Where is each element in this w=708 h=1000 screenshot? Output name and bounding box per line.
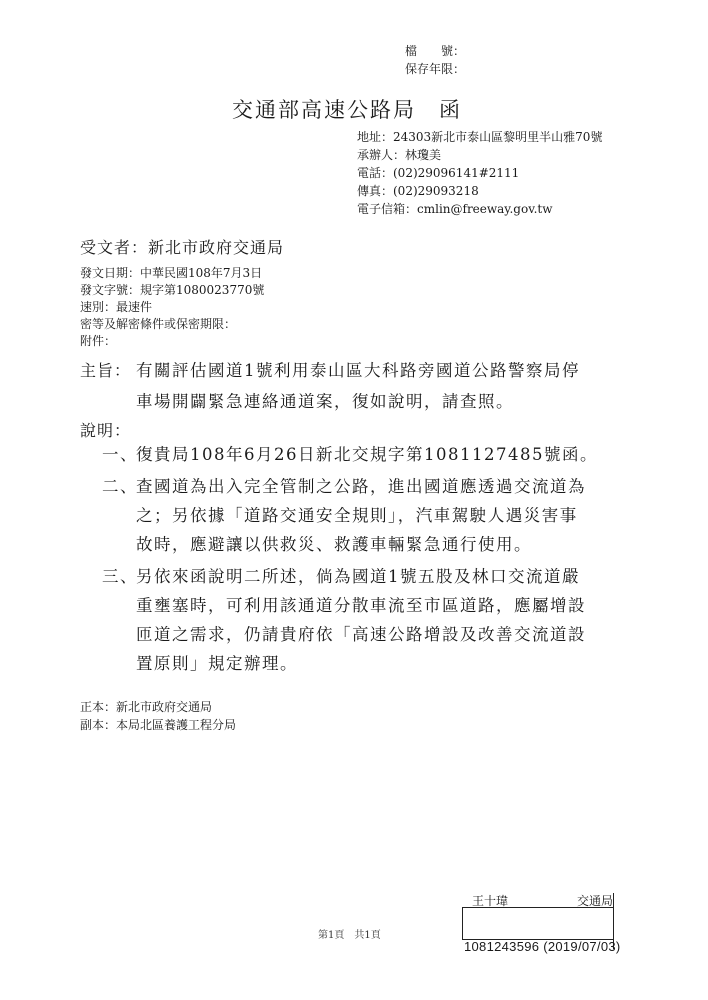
stamp-divider-left: [462, 907, 463, 939]
stamp-unit: 交通局: [577, 894, 614, 908]
contact-phone: 電話：(02)29096141#2111: [357, 166, 520, 180]
retention-period-label: 保存年限：: [405, 62, 466, 76]
secrecy-level: 密等及解密條件或保密期限：: [80, 317, 237, 331]
item-number: 三、: [102, 567, 138, 586]
item-line: 匝道之需求，仍請貴府依「高速公路增設及改善交流道設: [136, 625, 586, 644]
subject-line: 有關評估國道1號利用泰山區大科路旁國道公路警察局停: [136, 361, 580, 380]
delivery-speed: 速別：最速件: [80, 300, 153, 314]
original-recipient: 正本：新北市政府交通局: [80, 700, 213, 714]
item-line: 重壅塞時，可利用該通道分散車流至市區道路，應屬增設: [136, 596, 586, 615]
subject-line: 車場開闢緊急連絡通道案，復如說明，請查照。: [136, 392, 514, 411]
recipient: 受文者：新北市政府交通局: [80, 238, 285, 257]
page-number: 第1頁 共1頁: [318, 930, 381, 941]
stamp-document-number: 1081243596 (2019/07/03): [464, 939, 621, 954]
document-stamp: [462, 893, 621, 954]
item-line: 查國道為出入完全管制之公路，進出國道應透過交流道為: [136, 477, 586, 496]
contact-fax: 傳真：(02)29093218: [357, 184, 479, 198]
stamp-signer-name: 王十瑋: [472, 894, 509, 908]
item-line: 之；另依據「道路交通安全規則」，汽車駕駛人遇災害事: [136, 506, 578, 525]
document-number: 發文字號：規字第1080023770號: [80, 283, 265, 297]
attachment-label: 附件：: [80, 334, 117, 348]
contact-email: 電子信箱：cmlin@freeway.gov.tw: [357, 202, 553, 216]
item-line: 置原則」規定辦理。: [136, 654, 298, 673]
item-line: 另依來函說明二所述，倘為國道1號五股及林口交流道嚴: [136, 567, 580, 586]
contact-address: 地址：24303新北市泰山區黎明里半山雅70號: [357, 130, 603, 144]
item-line: 復貴局108年6月26日新北交規字第1081127485號函。: [136, 445, 598, 464]
item-number: 一、: [102, 445, 138, 464]
document-title: 交通部高速公路局 函: [232, 98, 462, 122]
explanation-label: 說明：: [80, 421, 132, 440]
issue-date: 發文日期：中華民國108年7月3日: [80, 266, 263, 280]
file-number-label: 檔 號：: [405, 44, 466, 58]
copy-recipient: 副本：本局北區養護工程分局: [80, 718, 237, 732]
item-number: 二、: [102, 477, 138, 496]
contact-block: [357, 128, 602, 218]
contact-handler: 承辦人：林瓊美: [357, 148, 442, 162]
subject-label: 主旨：: [80, 361, 132, 380]
item-line: 故時，應避讓以供救災、救護車輛緊急通行使用。: [136, 535, 532, 554]
